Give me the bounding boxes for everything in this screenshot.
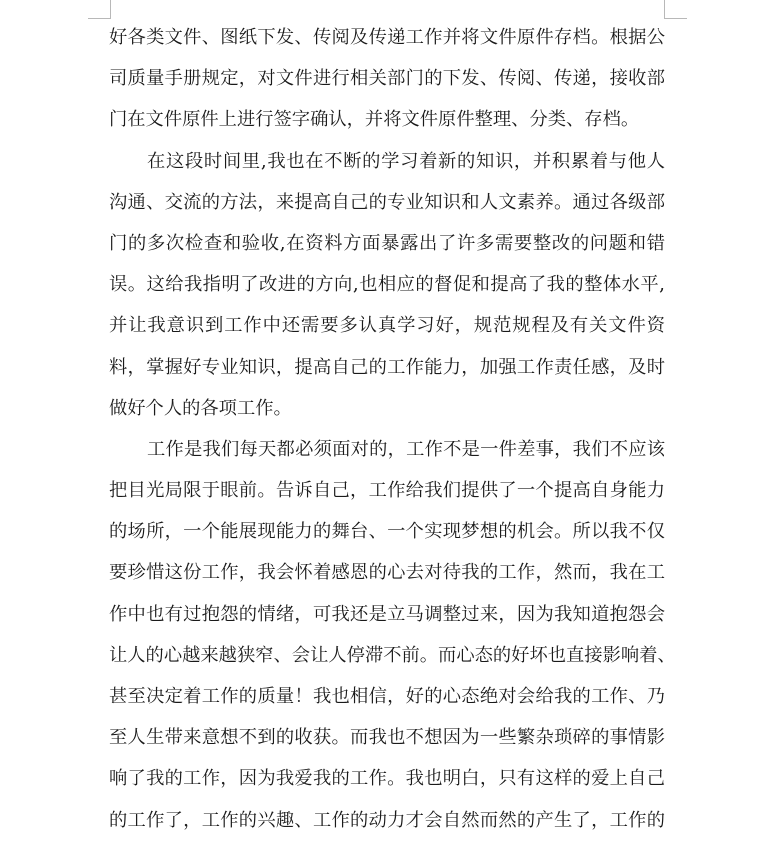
paragraph-1: [109, 17, 665, 141]
text-line: 甚至决定着工作的质量！我也相信，好的心态绝对会给我的工作、乃: [109, 686, 665, 707]
text-line: 司质量手册规定，对文件进行相关部门的下发、传阅、传递，接收部: [109, 68, 665, 90]
text-line: 误。这给我指明了改进的方向,也相应的督促和提高了我的整体水平,: [109, 274, 665, 296]
crop-mark-top-right: [664, 0, 687, 19]
text-line: 做好个人的各项工作。: [109, 397, 292, 419]
text-line: 在这段时间里,我也在不断的学习着新的知识，并积累着与他人: [147, 150, 665, 172]
text-line: 作中也有过抱怨的情绪，可我还是立马调整过来，因为我知道抱怨会: [109, 603, 665, 625]
text-line: 至人生带来意想不到的收获。而我也不想因为一些繁杂琐碎的事情影: [109, 727, 665, 749]
text-line: 把目光局限于眼前。告诉自己，工作给我们提供了一个提高自身能力: [109, 480, 665, 502]
text-line: 门的多次检查和验收,在资料方面暴露出了许多需要整改的问题和错: [109, 232, 665, 254]
crop-mark-top-left: [88, 0, 111, 19]
text-line: 工作是我们每天都必须面对的，工作不是一件差事，我们不应该: [147, 438, 665, 460]
text-line: 的场所，一个能展现能力的舞台、一个实现梦想的机会。所以我不仅: [109, 521, 665, 543]
document-body[interactable]: [109, 17, 676, 841]
text-line: 并让我意识到工作中还需要多认真学习好，规范规程及有关文件资: [109, 315, 665, 337]
text-line: 让人的心越来越狭窄、会让人停滞不前。而心态的好坏也直接影响着、: [109, 644, 676, 666]
text-line: 门在文件原件上进行签字确认，并将文件原件整理、分类、存档。: [109, 109, 640, 131]
text-line: 响了我的工作，因为我爱我的工作。我也明白，只有这样的爱上自己: [109, 768, 665, 790]
text-line: 要珍惜这份工作，我会怀着感恩的心去对待我的工作，然而，我在工: [109, 562, 665, 584]
text-line: 的工作了，工作的兴趣、工作的动力才会自然而然的产生了，工作的: [109, 809, 665, 831]
text-line: 好各类文件、图纸下发、传阅及传递工作并将文件原件存档。根据公: [109, 27, 665, 48]
paragraph-3: [109, 429, 676, 841]
paragraph-2: [109, 141, 665, 429]
text-line: 料，掌握好专业知识，提高自己的工作能力，加强工作责任感，及时: [109, 356, 665, 378]
text-line: 沟通、交流的方法，来提高自己的专业知识和人文素养。通过各级部: [109, 191, 665, 213]
